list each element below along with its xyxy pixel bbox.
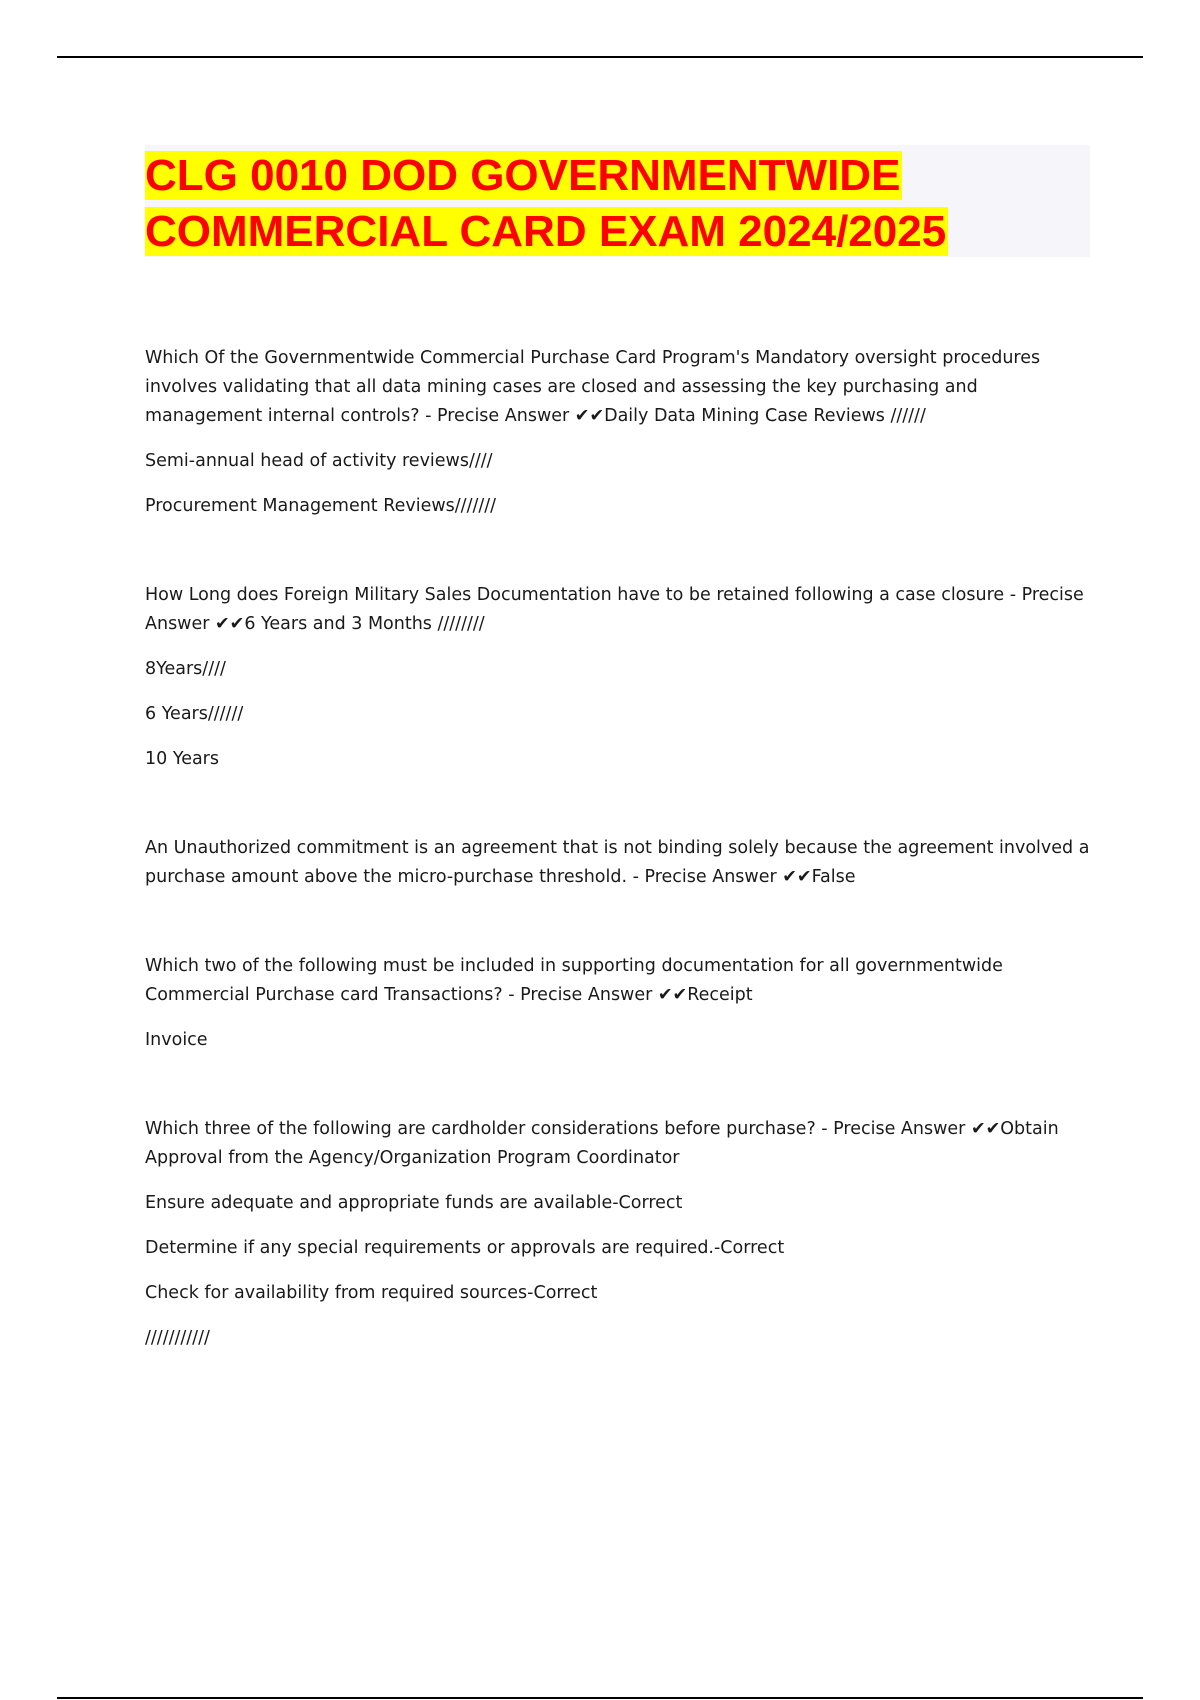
- document-title: [145, 148, 1090, 260]
- title-line-2: COMMERCIAL CARD EXAM 2024/2025: [145, 207, 947, 256]
- answer-option: Invoice: [145, 1030, 208, 1050]
- answer-option: 8Years////: [145, 659, 226, 679]
- question-list: [145, 344, 1095, 1369]
- question-block-4: [145, 952, 1095, 1055]
- question-text: Which two of the following must be included in supporting documentation for all governmentwide Commercial Purchase card Transactions? - Precise Answer ✔✔Receipt: [145, 956, 1003, 1005]
- answer-option: Ensure adequate and appropriate funds are available-Correct: [145, 1193, 683, 1213]
- top-rule: [57, 56, 1143, 58]
- question-text: How Long does Foreign Military Sales Documentation have to be retained following a case closure - Precise Answer ✔✔6 Years and 3 Months ////////: [145, 585, 1084, 634]
- answer-option: 6 Years//////: [145, 704, 244, 724]
- answer-option: Procurement Management Reviews///////: [145, 496, 497, 516]
- question-block-2: [145, 581, 1095, 774]
- question-block-3: [145, 834, 1095, 892]
- answer-option: Check for availability from required sources-Correct: [145, 1283, 598, 1303]
- question-block-1: [145, 344, 1095, 521]
- question-text: Which Of the Governmentwide Commercial Purchase Card Program's Mandatory oversight procedures involves validating that all data mining cases are closed and assessing the key purchasing and management internal controls? - Precise Answer ✔✔Daily Data Mining Case Reviews //////: [145, 348, 1041, 426]
- answer-option: 10 Years: [145, 749, 219, 769]
- answer-option: Determine if any special requirements or approvals are required.-Correct: [145, 1238, 785, 1258]
- bottom-rule: [57, 1697, 1143, 1699]
- question-text: An Unauthorized commitment is an agreement that is not binding solely because the agreement involved a purchase amount above the micro-purchase threshold. - Precise Answer ✔✔False: [145, 838, 1090, 887]
- question-block-5: [145, 1115, 1095, 1353]
- answer-option: ///////////: [145, 1328, 210, 1348]
- title-line-1: CLG 0010 DOD GOVERNMENTWIDE: [145, 151, 901, 200]
- answer-option: Semi-annual head of activity reviews////: [145, 451, 493, 471]
- question-text: Which three of the following are cardholder considerations before purchase? - Precise Answer ✔✔Obtain Approval from the Agency/Organization Program Coordinator: [145, 1119, 1059, 1168]
